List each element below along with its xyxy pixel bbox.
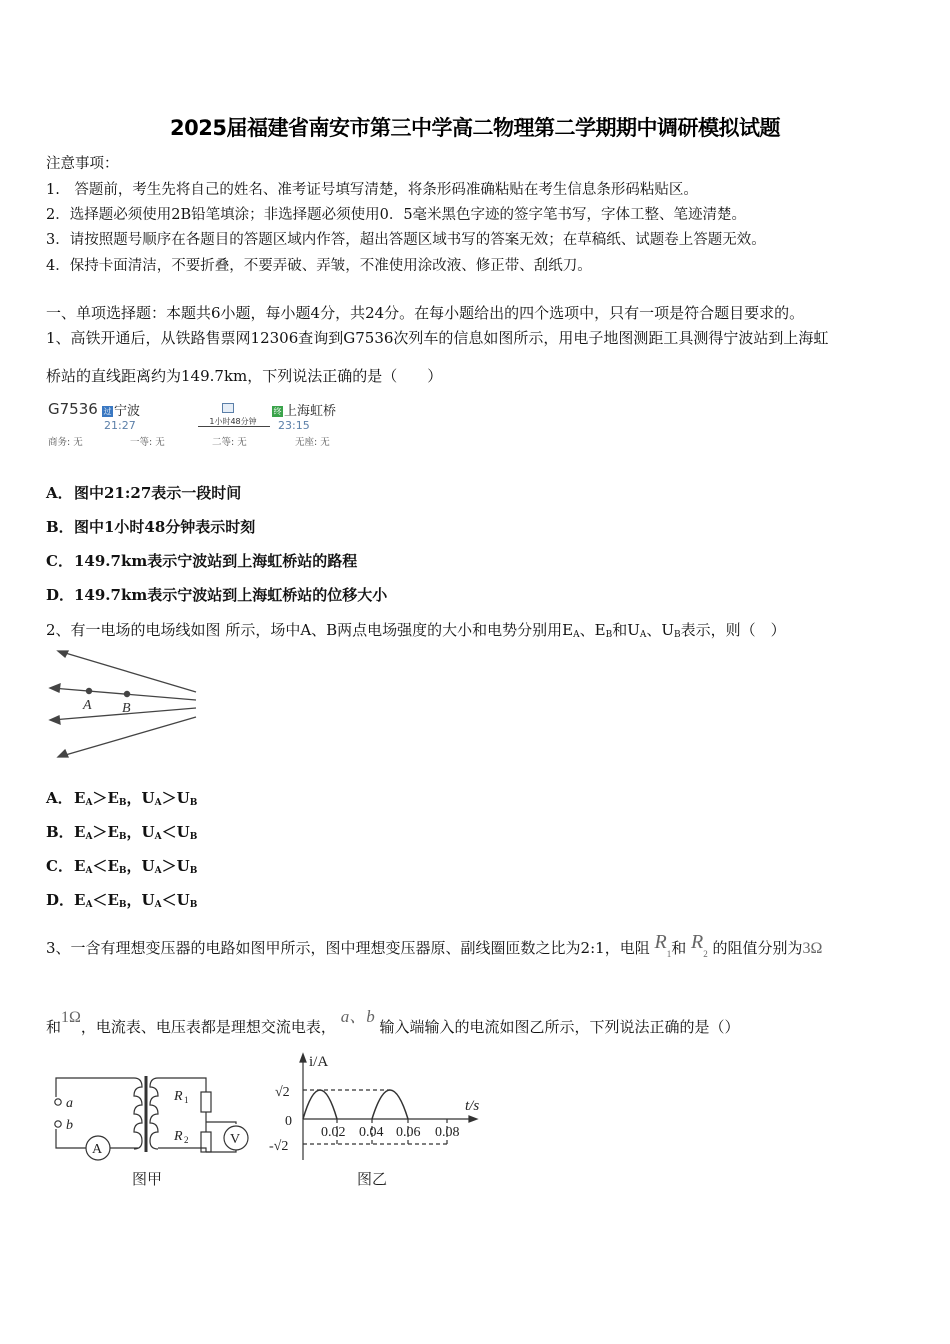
x-tick: 0.08 [435, 1125, 460, 1140]
stem-text: ，电流表、电压表都是理想交流电表， [80, 1018, 336, 1036]
q2-option-b[interactable] [46, 821, 197, 842]
r1-value: 3Ω [802, 940, 823, 957]
r2-symbol: R [691, 931, 704, 953]
option-label: C． [46, 857, 73, 875]
ammeter-label: A [92, 1142, 103, 1157]
seat-first: 一等: 无 [130, 437, 165, 448]
stem-text: 的阻值分别为 [712, 939, 803, 957]
rel: ＞ [161, 857, 177, 875]
sub: B [189, 900, 198, 910]
y-tick-pos: √2 [275, 1085, 290, 1100]
option-text: 149.7km表示宁波站到上海虹桥站的位移大小 [74, 586, 388, 604]
sym: U [141, 789, 155, 807]
y-axis-label: i/A [309, 1054, 329, 1070]
document-title: 2025届福建省南安市第三中学高二物理第二学期期中调研模拟试题 [170, 116, 780, 140]
sym: E [74, 823, 86, 841]
depart-time: 21:27 [104, 419, 136, 432]
ab-terminals: a、b [340, 1007, 375, 1026]
to-station-name: 上海虹桥 [284, 404, 337, 419]
stem-text: 和 [46, 1018, 62, 1036]
rel: ＜ [92, 891, 108, 909]
figure-jia-caption: 图甲 [132, 1170, 163, 1188]
x-tick: 0.04 [359, 1125, 384, 1140]
stem-text: 表示，则（ ） [680, 621, 786, 639]
stem-text: 和U [612, 621, 640, 639]
q1-option-c[interactable] [46, 550, 357, 571]
r2-subscript: 2 [703, 949, 708, 959]
duration-arrow [198, 426, 270, 427]
current-waveform-chart [265, 1052, 495, 1164]
sym: E [107, 857, 119, 875]
rel: ＜ [161, 823, 177, 841]
option-text: 149.7km表示宁波站到上海虹桥站的路程 [74, 552, 358, 570]
figure-yi-caption: 图乙 [357, 1170, 388, 1188]
stem-text: 输入端输入的电流如图乙所示，下列说法正确的是（） [379, 1018, 740, 1036]
sub: B [118, 900, 127, 910]
sub: A [85, 798, 93, 808]
sub: B [189, 798, 198, 808]
point-a-label: A [83, 698, 92, 713]
subscript: B [605, 630, 613, 640]
sub: A [85, 866, 93, 876]
q1-stem-line1: 1、高铁开通后，从铁路售票网12306查询到G7536次列车的信息如图所示，用电子地图测距工具测得宁波站到上海虹 [46, 329, 829, 347]
x-axis-label: t/s [465, 1098, 480, 1114]
stem-text: 、E [579, 621, 606, 639]
rel: ＞ [92, 789, 108, 807]
section-heading: 一、单项选择题：本题共6小题，每小题4分，共24分。在每小题给出的四个选项中，只有一项是符合题目要求的。 [46, 304, 805, 322]
train-info-figure [46, 398, 346, 448]
train-code: G7536 [48, 400, 98, 418]
sym: U [141, 891, 155, 909]
q3-stem-line1 [46, 931, 823, 959]
subscript: A [639, 630, 647, 640]
sub: A [85, 832, 93, 842]
voltmeter-label: V [230, 1132, 241, 1147]
sym: U [176, 857, 190, 875]
option-label: D． [46, 891, 75, 909]
sub: B [118, 798, 127, 808]
subscript: A [573, 630, 580, 640]
seat-second: 二等: 无 [212, 437, 247, 448]
sym: E [74, 857, 86, 875]
terminal-b-label: b [66, 1118, 73, 1133]
notice-item-3: 3．请按照题号顺序在各题目的答题区域内作答，超出答题区域书写的答案无效；在草稿纸、试题卷上答题无效。 [46, 232, 766, 248]
sym: U [141, 857, 155, 875]
option-label: B． [46, 518, 74, 536]
notice-item-2: 2．选择题必须使用2B铅笔填涂；非选择题必须使用0．5毫米黑色字迹的签字笔书写，字体工整、笔迹清楚。 [46, 207, 747, 223]
x-tick: 0.06 [396, 1125, 421, 1140]
r2-label: R [174, 1129, 183, 1144]
option-label: A． [46, 484, 73, 502]
rel: ＞ [92, 823, 108, 841]
option-label: C． [46, 552, 73, 570]
r1-subscript: 1 [666, 949, 672, 959]
seat-standing: 无座: 无 [295, 437, 330, 448]
q2-option-d[interactable] [46, 889, 197, 910]
terminal-badge-icon: 终 [273, 407, 282, 416]
notice-item-1: 1. 答题前，考生先将自己的姓名、准考证号填写清楚，将条形码准确粘贴在考生信息条形码粘贴区。 [46, 182, 698, 198]
to-station [272, 400, 336, 419]
notice-item-4: 4．保持卡面清洁，不要折叠，不要弄破、弄皱，不准使用涂改液、修正带、刮纸刀。 [46, 258, 592, 274]
rel: ＜ [92, 857, 108, 875]
schedule-icon [222, 403, 234, 413]
q3-stem-line2 [46, 1007, 740, 1037]
arrive-time: 23:15 [278, 419, 310, 432]
option-label: D． [46, 586, 75, 604]
q1-option-b[interactable] [46, 516, 255, 537]
sym: E [74, 891, 86, 909]
option-label: A． [46, 789, 73, 807]
q1-option-d[interactable] [46, 584, 387, 605]
sym: E [107, 891, 119, 909]
seat-business: 商务: 无 [48, 437, 83, 448]
option-label: B． [46, 823, 74, 841]
duration: 1小时48分钟 [209, 417, 257, 426]
terminal-a-label: a [66, 1096, 73, 1111]
r1-label: R [174, 1089, 183, 1104]
comma: ， [126, 857, 142, 875]
sym: U [176, 823, 190, 841]
sub: B [118, 866, 127, 876]
r2-label-sub: 2 [184, 1135, 189, 1145]
sub: A [154, 832, 162, 842]
q2-option-c[interactable] [46, 855, 197, 876]
from-station-name: 宁波 [114, 404, 141, 419]
transformer-circuit-figure [46, 1072, 276, 1167]
rel: ＜ [161, 891, 177, 909]
sub: B [189, 866, 198, 876]
comma: ， [126, 823, 142, 841]
stem-text: 和 [671, 939, 687, 957]
q1-option-a[interactable] [46, 482, 241, 503]
r1-label-sub: 1 [184, 1095, 189, 1105]
option-text: 图中1小时48分钟表示时刻 [74, 518, 256, 536]
sym: E [107, 823, 119, 841]
comma: ， [126, 891, 142, 909]
sym: E [74, 789, 86, 807]
option-text: 图中21:27表示一段时间 [74, 484, 242, 502]
q1-stem-line2: 桥站的直线距离约为149.7km，下列说法正确的是（ ） [46, 367, 443, 385]
rel: ＞ [161, 789, 177, 807]
y-tick-zero: 0 [285, 1114, 292, 1129]
subscript: B [674, 630, 681, 640]
sub: B [118, 832, 127, 842]
sym: U [176, 891, 190, 909]
r2-value: 1Ω [61, 1009, 81, 1026]
electric-field-lines-figure [46, 648, 206, 763]
sub: A [154, 798, 162, 808]
notice-heading: 注意事项： [46, 156, 119, 172]
pass-badge-icon: 过 [103, 407, 112, 416]
q2-stem [46, 619, 786, 640]
y-tick-neg: -√2 [269, 1139, 289, 1154]
stem-text: 3、一含有理想变压器的电路如图甲所示，图中理想变压器原、副线圈匝数之比为2:1，电阻 [46, 939, 650, 957]
comma: ， [126, 789, 142, 807]
sub: A [154, 866, 162, 876]
stem-text: 2、有一电场的电场线如图 所示，场中A、B两点电场强度的大小和电势分别用E [46, 621, 574, 639]
sub: A [154, 900, 162, 910]
sym: U [141, 823, 155, 841]
x-tick: 0.02 [321, 1125, 346, 1140]
sym: E [107, 789, 119, 807]
sub: B [189, 832, 198, 842]
r1-symbol: R [654, 931, 667, 953]
stem-text: 、U [646, 621, 675, 639]
from-station [102, 400, 140, 419]
sub: A [85, 900, 93, 910]
point-b-label: B [122, 701, 131, 716]
sym: U [176, 789, 190, 807]
q2-option-a[interactable] [46, 787, 197, 808]
